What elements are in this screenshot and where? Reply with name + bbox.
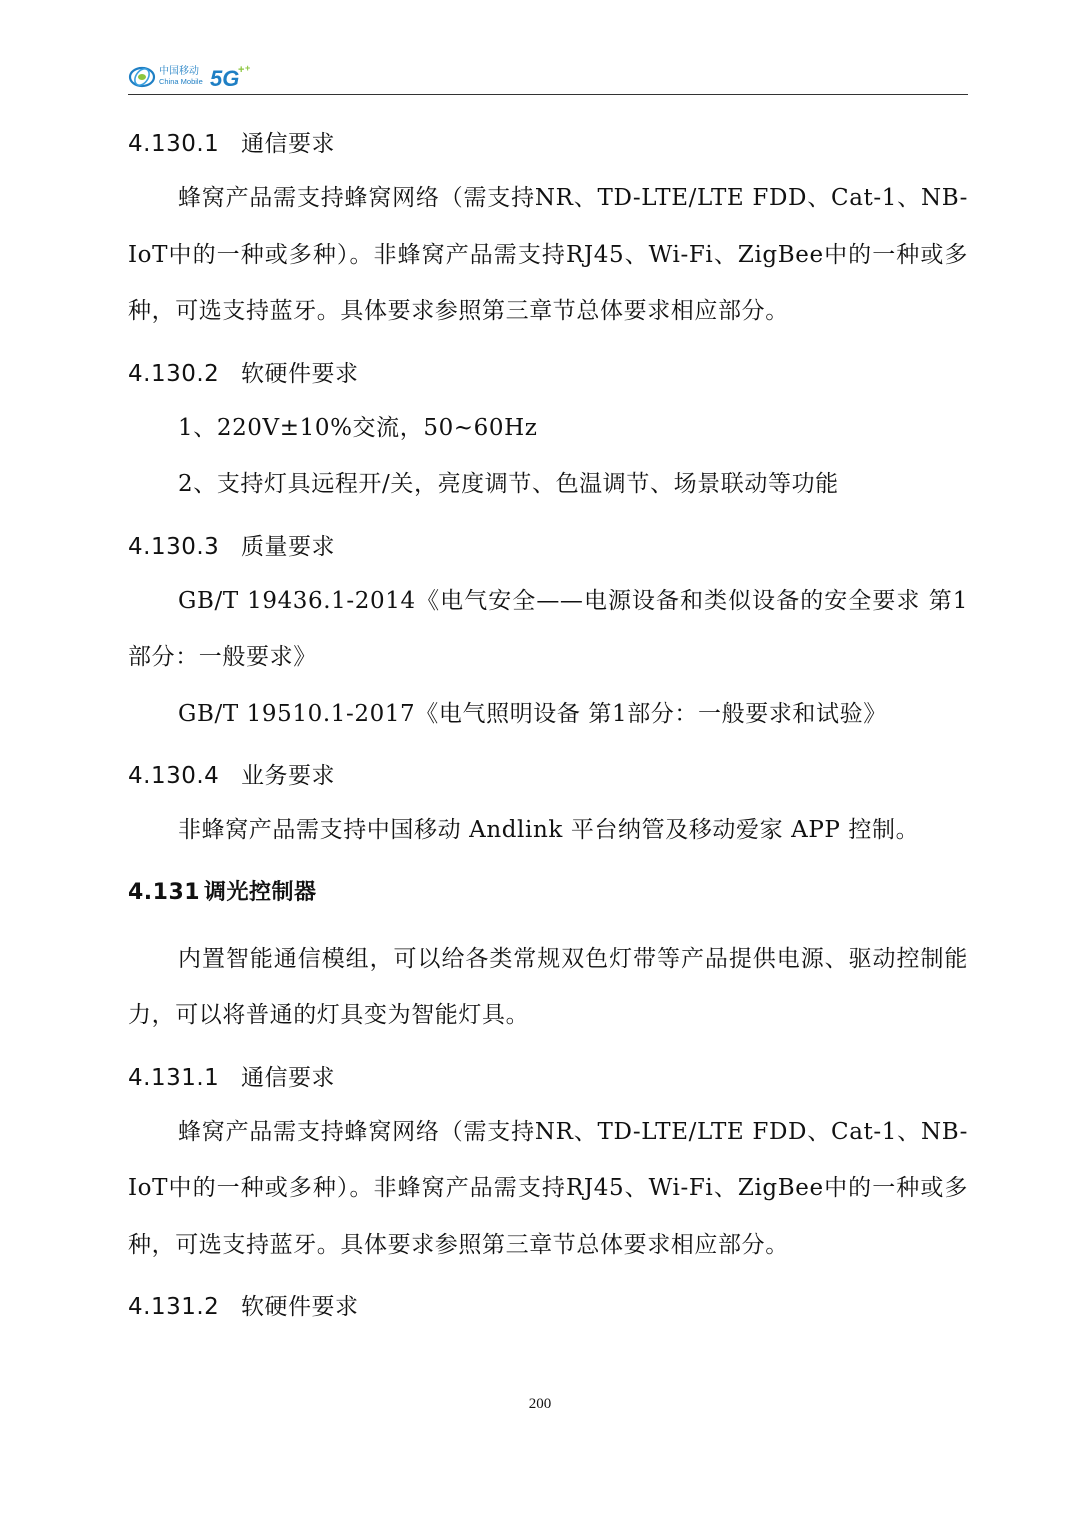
heading-4-130-3: 4.130.3 质量要求 [128,533,335,560]
heading-4-131-1: 4.131.1 通信要求 [128,1064,335,1091]
heading-4-130-2: 4.130.2 软硬件要求 [128,360,359,387]
5g-logo-icon [209,62,253,92]
logo-en-text: China Mobile [159,77,203,86]
china-mobile-logo [128,62,253,92]
logo-cn-text: 中国移动 [159,66,199,77]
page-number: 200 [528,1396,552,1412]
heading-4-130-4: 4.130.4 业务要求 [128,763,335,789]
logo-5g-text: 5G [209,66,240,91]
paragraph-power: 1、220V±10%交流，50~60Hz [178,414,538,441]
page-body [128,118,968,1333]
page-header [128,58,968,95]
paragraph-standard-19510: GB/T 19510.1-2017《电气照明设备 第1部分：一般要求和试验》 [178,700,887,727]
paragraph-functions: 2、支持灯具远程开/关，亮度调节、色温调节、场景联动等功能 [178,471,839,497]
heading-4-130-1: 4.130.1 通信要求 [128,131,335,157]
paragraph-standard-19436: GB/T 19436.1-2014《电气安全——电源设备和类似设备的安全要求 第1部分：一般要求》 [128,587,968,670]
paragraph-communication-2: 蜂窝产品需支持蜂窝网络（需支持NR、TD-LTE/LTE FDD、Cat-1、NB-IoT中的一种或多种）。非蜂窝产品需支持RJ45、Wi-Fi、ZigBee中的一种或多种，可选支持蓝牙。具体要求参照第三章节总体要求相应部分。 [128,1118,968,1258]
logo-5g-plus-icon: + [237,64,245,76]
logo-5g-plus-small-icon: + [244,63,251,73]
china-mobile-logo-icon [128,64,156,90]
heading-4-131-2: 4.131.2 软硬件要求 [128,1294,359,1320]
paragraph-communication-1: 蜂窝产品需支持蜂窝网络（需支持NR、TD-LTE/LTE FDD、Cat-1、NB-IoT中的一种或多种）。非蜂窝产品需支持RJ45、Wi-Fi、ZigBee中的一种或多种，可选支持蓝牙。具体要求参照第三章节总体要求相应部分。 [128,185,968,324]
paragraph-dimmer-description: 内置智能通信模组，可以给各类常规双色灯带等产品提供电源、驱动控制能力，可以将普通的灯具变为智能灯具。 [128,945,968,1028]
paragraph-business: 非蜂窝产品需支持中国移动 Andlink 平台纳管及移动爱家 APP 控制。 [178,817,920,843]
heading-4-131: 4.131 调光控制器 [128,879,317,905]
